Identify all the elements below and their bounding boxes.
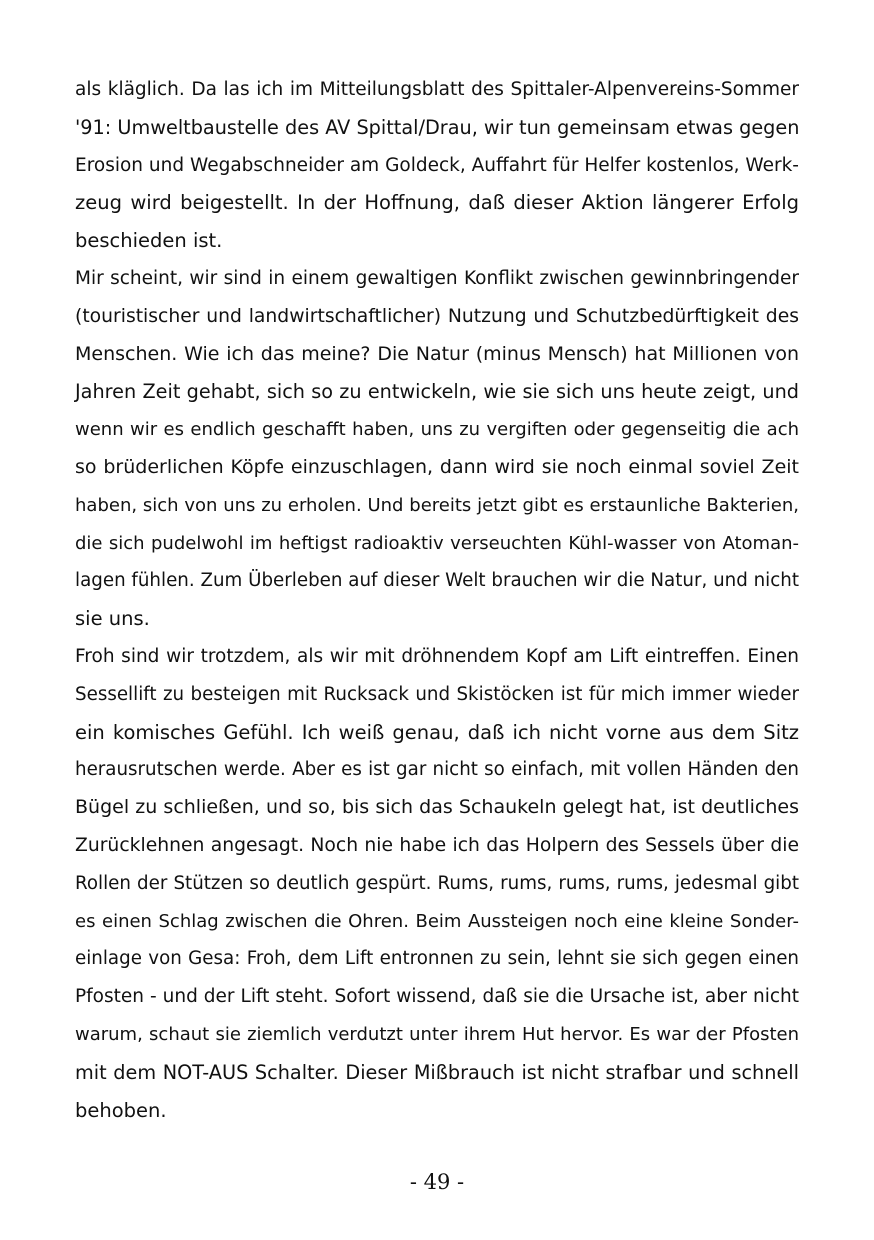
text-line: es einen Schlag zwischen die Ohren. Beim Aussteigen noch eine kleine Sonder- xyxy=(75,910,799,932)
text-line: wenn wir es endlich geschafft haben, uns zu vergiften oder gegenseitig die ach xyxy=(75,419,799,441)
text-line: die sich pudelwohl im heftigst radioaktiv verseuchten Kühl-wasser von Atoman- xyxy=(75,532,799,554)
text-line: beschieden ist. xyxy=(75,229,223,253)
text-line: haben, sich von uns zu erholen. Und bereits jetzt gibt es erstaunliche Bakterien, xyxy=(75,494,799,516)
text-line: Jahren Zeit gehabt, sich so zu entwickeln, wie sie sich uns heute zeigt, und xyxy=(75,380,799,404)
text-line: Rollen der Stützen so deutlich gespürt. Rums, rums, rums, rums, jedesmal gibt xyxy=(75,872,799,894)
text-line: Zurücklehnen angesagt. Noch nie habe ich das Holpern des Sessels über die xyxy=(75,834,799,856)
text-line: ein komisches Gefühl. Ich weiß genau, daß ich nicht vorne aus dem Sitz xyxy=(75,720,799,744)
text-line: Froh sind wir trotzdem, als wir mit dröhnendem Kopf am Lift eintreffen. Einen xyxy=(75,645,799,667)
text-line: lagen fühlen. Zum Überleben auf dieser Welt brauchen wir die Natur, und nicht xyxy=(75,570,799,592)
text-line: Sessellift zu besteigen mit Rucksack und Skistöcken ist für mich immer wieder xyxy=(75,683,799,705)
text-line: herausrutschen werde. Aber es ist gar nicht so einfach, mit vollen Händen den xyxy=(75,759,799,781)
text-line: sie uns. xyxy=(75,607,150,631)
text-line: '91: Umweltbaustelle des AV Spittal/Drau, wir tun gemeinsam etwas gegen xyxy=(75,115,800,139)
text-line: Pfosten - und der Lift steht. Sofort wissend, daß sie die Ursache ist, aber nicht xyxy=(75,986,799,1008)
text-line: so brüderlichen Köpfe einzuschlagen, dann wird sie noch einmal soviel Zeit xyxy=(75,455,799,478)
text-line: Erosion und Wegabschneider am Goldeck, Auffahrt für Helfer kostenlos, Werk- xyxy=(75,154,799,176)
text-line: einlage von Gesa: Froh, dem Lift entronnen zu sein, lehnt sie sich gegen einen xyxy=(75,948,799,970)
text-line: behoben. xyxy=(75,1098,167,1122)
text-line: zeug wird beigestellt. In der Hoffnung, daß dieser Aktion längerer Erfolg xyxy=(75,191,799,215)
text-line: mit dem NOT-AUS Schalter. Dieser Mißbrauch ist nicht strafbar und schnell xyxy=(75,1060,799,1084)
text-line: Mir scheint, wir sind in einem gewaltigen Konflikt zwischen gewinnbringender xyxy=(75,267,799,289)
text-line: Menschen. Wie ich das meine? Die Natur (minus Mensch) hat Millionen von xyxy=(75,342,799,365)
text-line: Bügel zu schließen, und so, bis sich das Schaukeln gelegt hat, ist deutliches xyxy=(75,796,799,819)
page-number: - 49 - xyxy=(409,1170,465,1194)
body-text xyxy=(75,71,799,1129)
text-line: (touristischer und landwirtschaftlicher) Nutzung und Schutzbedürftigkeit des xyxy=(75,305,799,327)
text-line: warum, schaut sie ziemlich verdutzt unter ihrem Hut hervor. Es war der Pfosten xyxy=(75,1023,799,1045)
text-line: als kläglich. Da las ich im Mitteilungsblatt des Spittaler-Alpenvereins-Sommer xyxy=(75,79,799,100)
